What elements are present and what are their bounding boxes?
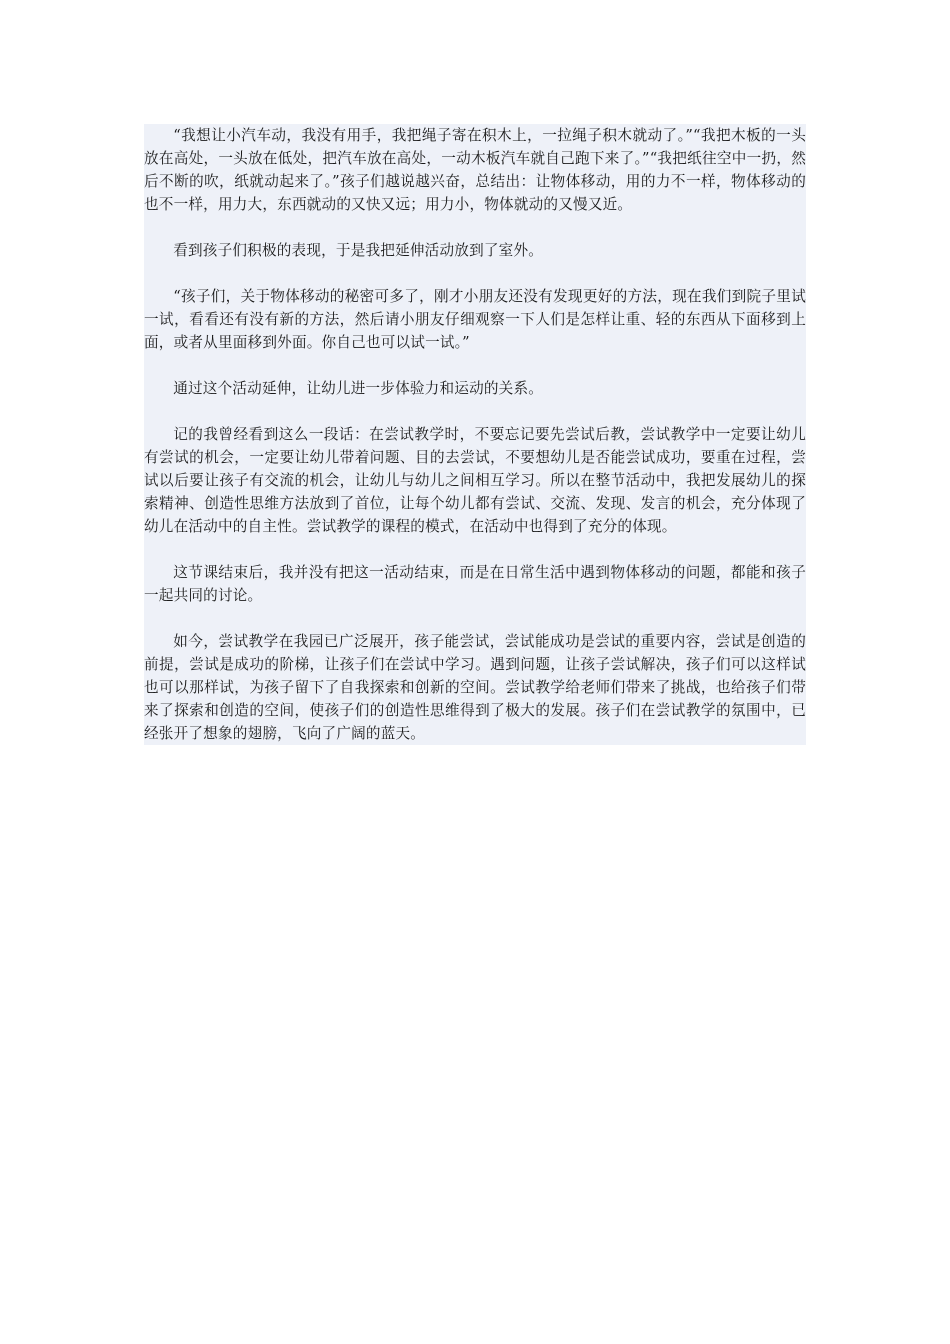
paragraph-7: 如今，尝试教学在我园已广泛展开，孩子能尝试，尝试能成功是尝试的重要内容，尝试是创造的前提，尝试是成功的阶梯，让孩子们在尝试中学习。遇到问题，让孩子尝试解决，孩子们可以这样试也可以那样试，为孩子留下了自我探索和创新的空间。尝试教学给老师们带来了挑战，也给孩子们带来了探索和创造的空间，使孩子们的创造性思维得到了极大的发展。孩子们在尝试教学的氛围中，已经张开了想象的翅膀，飞向了广阔的蓝天。 (144, 633, 806, 742)
paragraph-2: 看到孩子们积极的表现，于是我把延伸活动放到了室外。 (173, 242, 544, 259)
paragraph-3: “孩子们，关于物体移动的秘密可多了，刚才小朋友还没有发现更好的方法，现在我们到院子里试一试，看看还有没有新的方法，然后请小朋友仔细观察一下人们是怎样让重、轻的东西从下面移到上面，或者从里面移到外面。你自己也可以试一试。” (144, 288, 806, 351)
paragraph-1: “我想让小汽车动，我没有用手，我把绳子寄在积木上，一拉绳子积木就动了。”“我把木板的一头放在高处，一头放在低处，把汽车放在高处，一动木板汽车就自己跑下来了。”“我把纸往空中一扔，然后不断的吹，纸就动起来了。”孩子们越说越兴奋，总结出：让物体移动，用的力不一样，物体移动的也不一样，用力大，东西就动的又快又远；用力小，物体就动的又慢又近。 (144, 127, 806, 213)
paragraph-5: 记的我曾经看到这么一段话：在尝试教学时，不要忘记要先尝试后教，尝试教学中一定要让幼儿有尝试的机会，一定要让幼儿带着问题、目的去尝试，不要想幼儿是否能尝试成功，要重在过程，尝试以后要让孩子有交流的机会，让幼儿与幼儿之间相互学习。所以在整节活动中，我把发展幼儿的探索精神、创造性思维方法放到了首位，让每个幼儿都有尝试、交流、发现、发言的机会，充分体现了幼儿在活动中的自主性。尝试教学的课程的模式，在活动中也得到了充分的体现。 (144, 426, 806, 535)
paragraph-6: 这节课结束后，我并没有把这一活动结束，而是在日常生活中遇到物体移动的问题，都能和孩子一起共同的讨论。 (144, 564, 806, 604)
text-block (144, 124, 806, 745)
paragraph-4: 通过这个活动延伸，让幼儿进一步体验力和运动的关系。 (173, 380, 544, 397)
